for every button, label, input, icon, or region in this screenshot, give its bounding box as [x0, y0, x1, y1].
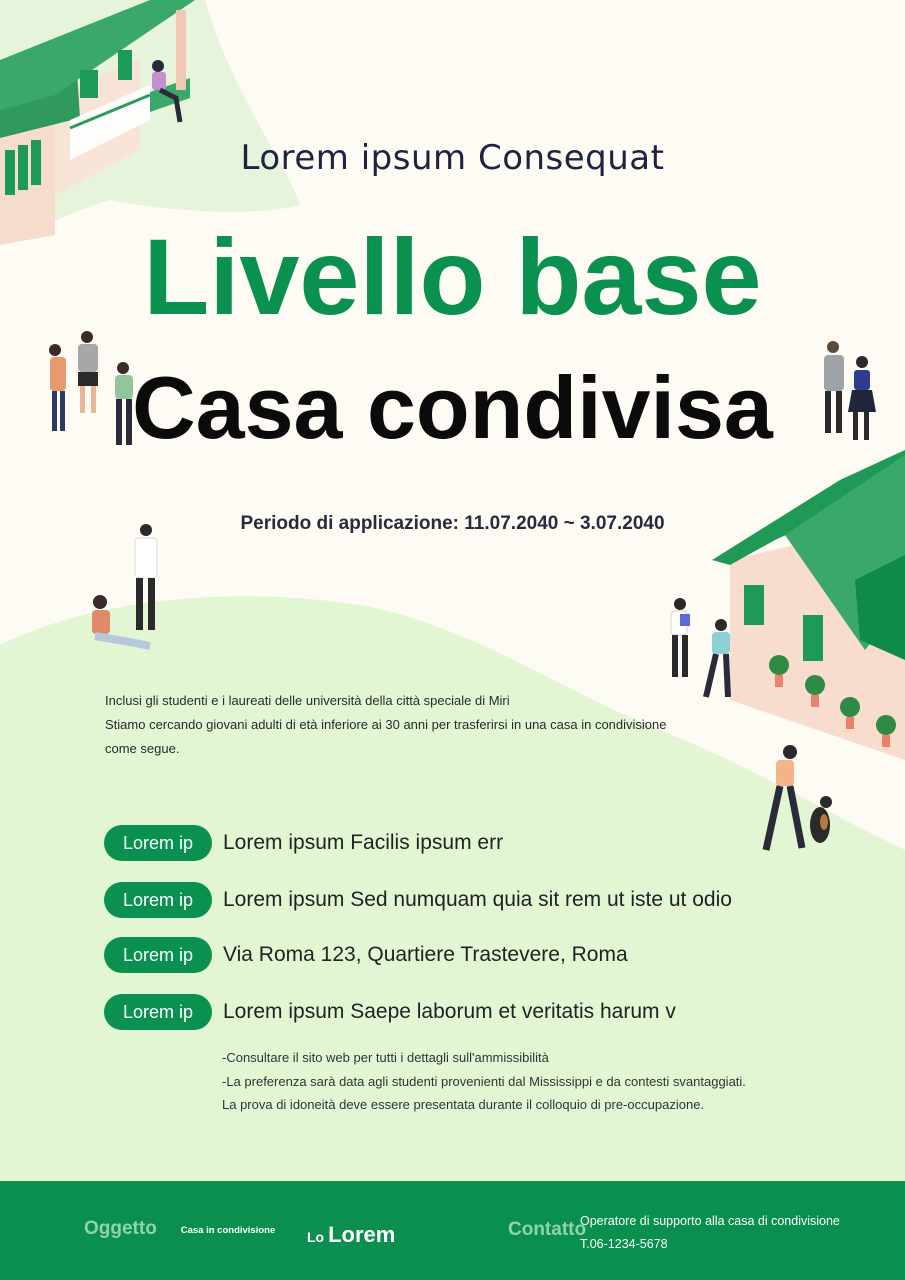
house-right-illustration [712, 450, 905, 760]
application-period: Periodo di applicazione: 11.07.2040 ~ 3.07.2040 [240, 513, 665, 534]
info-item [104, 993, 676, 1031]
level-heading: Livello base [143, 216, 762, 337]
info-tag: Lorem ip [104, 825, 212, 861]
intro-line: Stiamo cercando giovani adulti di età inferiore ai 30 anni per trasferirsi in una casa in condivisione [105, 717, 667, 732]
info-tag: Lorem ip [104, 994, 212, 1030]
info-tag: Lorem ip [104, 937, 212, 973]
note-line: -Consultare il sito web per tutti i dettagli sull'ammissibilità [222, 1050, 549, 1065]
subject-label: Oggetto [84, 1218, 157, 1239]
logo-small: Lo [307, 1229, 325, 1245]
info-text: Lorem ipsum Sed numquam quia sit rem ut iste ut odio [223, 888, 732, 911]
contact-label: Contatto [508, 1219, 587, 1240]
note-line: -La preferenza sarà data agli studenti provenienti dal Mississippi e da contesti svantaggiati. [222, 1073, 746, 1089]
people-walking-right [671, 598, 730, 697]
house-share-badge: Casa in condivisione [180, 1225, 276, 1236]
info-text: Lorem ipsum Facilis ipsum err [223, 831, 504, 854]
subtitle: Lorem ipsum Consequat [240, 138, 665, 178]
page-title: Casa condivisa [132, 358, 773, 457]
info-text: Via Roma 123, Quartiere Trastevere, Roma [223, 943, 628, 966]
logo [307, 1222, 395, 1248]
contact-info [580, 1210, 840, 1256]
intro-line: Inclusi gli studenti e i laureati delle università della città speciale di Miri [105, 693, 510, 708]
info-item [104, 824, 503, 862]
contact-phone: T.06-1234-5678 [580, 1237, 668, 1251]
intro-line: come segue. [105, 741, 180, 756]
note-line: La prova di idoneità deve essere presentata durante il colloquio di pre-occupazione. [222, 1097, 705, 1112]
logo-text: Lorem [328, 1222, 396, 1247]
info-item [104, 936, 628, 974]
contact-name: Operatore di supporto alla casa di condivisione [580, 1214, 840, 1228]
info-item [104, 881, 732, 919]
info-tag: Lorem ip [104, 882, 212, 918]
footer [0, 1181, 905, 1280]
info-text: Lorem ipsum Saepe laborum et veritatis harum v [223, 1000, 676, 1023]
notes [222, 1046, 746, 1117]
intro-text [105, 689, 685, 761]
